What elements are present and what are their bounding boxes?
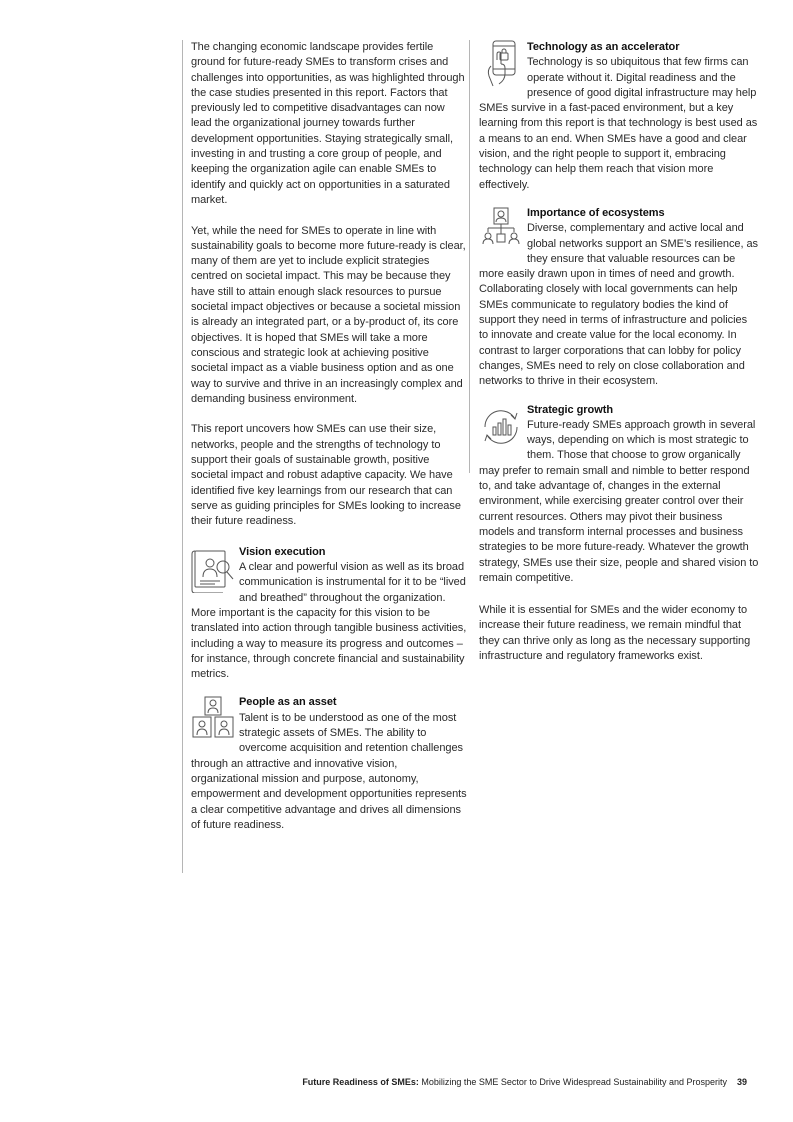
section-ecosystems <box>479 206 759 390</box>
section-body: A clear and powerful vision as well as its broad communication is instrumental for it to be “lived and breathed” throughout the organization. More important is the capacity for this vision to be translated into action through tangible business activities, including a way to measure its progress and outcomes – for instance, through concrete financial and sustainability metrics. <box>191 561 467 681</box>
paragraph-report-overview: This report uncovers how SMEs can use their size, networks, people and the strengths of technology to support their goals of sustainable growth, positive societal impact and robust adaptive capacity. We have identified five key learnings from our research that can serve as guiding principles for SMEs looking to increase their future readiness. <box>191 423 461 528</box>
section-title: Strategic growth <box>527 403 613 416</box>
hand-smartphone-icon <box>479 40 523 88</box>
page-number: 39 <box>736 1077 747 1087</box>
paragraph-sustainability: Yet, while the need for SMEs to operate in line with sustainability goals to become more future-ready is clear, many of them are yet to include explicit strategies centred on societal impact. This may be because they have still to attain enough slack resources to pursue societal impact objectives or because a societal mission is already an integrated part, or a by-product of, its core objectives. It is hoped that SMEs will take a more conscious and strategic look at achieving positive societal impact as a viable business option and as one way to survive and thrive in an increasingly complex and demanding business environment. <box>191 224 466 405</box>
section-people-as-asset <box>191 695 467 833</box>
section-body: Talent is to be understood as one of the most strategic assets of SMEs. The ability to overcome acquisition and retention challenges through an attractive and innovative vision, organizational mission and purpose, autonomy, empowerment and development opportunities represents a clear competitive advantage and drives all dimensions of future readiness. <box>191 711 467 831</box>
footer-title-rest: Mobilizing the SME Sector to Drive Widespread Sustainability and Prosperity <box>418 1077 727 1087</box>
section-body: Diverse, complementary and active local and global networks support an SME’s resilience, as they ensure that valuable resources can be more easily drawn upon in times of need and growth. Collaborating closely with local governments can help SMEs communicate to regulatory bodies the kind of support they need in terms of infrastructure and policies to innovate and create value for the local economy. In contrast to larger corporations that can lobby for policy changes, SMEs need to rely on close collaboration and networks to thrive in their ecosystem. <box>479 222 759 388</box>
section-body: Technology is so ubiquitous that few firms can operate without it. Digital readiness and the presence of good digital infrastructure may help SMEs survive in a fast-paced environment, but a key learning from this report is that technology is best used as a means to an end. When SMEs have a good and clear vision, and the right people to support it, embracing technology can help them reach that vision more effectively. <box>479 56 758 191</box>
section-vision-execution <box>191 545 467 683</box>
page-footer <box>302 1077 747 1087</box>
network-people-icon <box>479 206 523 254</box>
right-column <box>469 40 759 662</box>
section-title: Technology as an accelerator <box>527 41 680 53</box>
left-column <box>182 40 467 873</box>
section-strategic-growth <box>479 403 759 587</box>
vision-document-icon <box>191 545 235 593</box>
footer-title-bold: Future Readiness of SMEs: <box>302 1077 419 1087</box>
section-body: Future-ready SMEs approach growth in several ways, depending on which is most strategic to them. Those that choose to grow organically may prefer to remain small and nimble to better respond to, and take advantage of, changes in the external environment, while exercising greater control over their current resources. Others may pivot their business models and transform internal processes and business strategies to be more future-ready. Whatever the growth strategy, SMEs use their size, people and shared vision to remain competitive. <box>479 418 759 584</box>
section-title: Importance of ecosystems <box>527 206 665 219</box>
section-technology <box>479 40 759 193</box>
paragraph-closing: While it is essential for SMEs and the wider economy to increase their future readiness, we remain mindful that they can thrive only as long as the necessary supporting infrastructure and regulatory frameworks exist. <box>479 604 751 662</box>
section-title: People as an asset <box>239 696 337 709</box>
growth-chart-icon <box>479 403 523 451</box>
paragraph-landscape: The changing economic landscape provides fertile ground for future-ready SMEs to transform crises and challenges into opportunities, as was highlighted through the case studies presented in this report. Factors that previously led to competitive disadvantages can now lead the organizational journey towards further development opportunities. Staying strategically small, investing in and trusting a core group of people, and keeping the organization agile can enable SMEs to identify and quickly act on opportunities in a saturated market. <box>191 41 465 206</box>
people-puzzle-icon <box>191 695 235 743</box>
section-title: Vision execution <box>239 545 326 558</box>
